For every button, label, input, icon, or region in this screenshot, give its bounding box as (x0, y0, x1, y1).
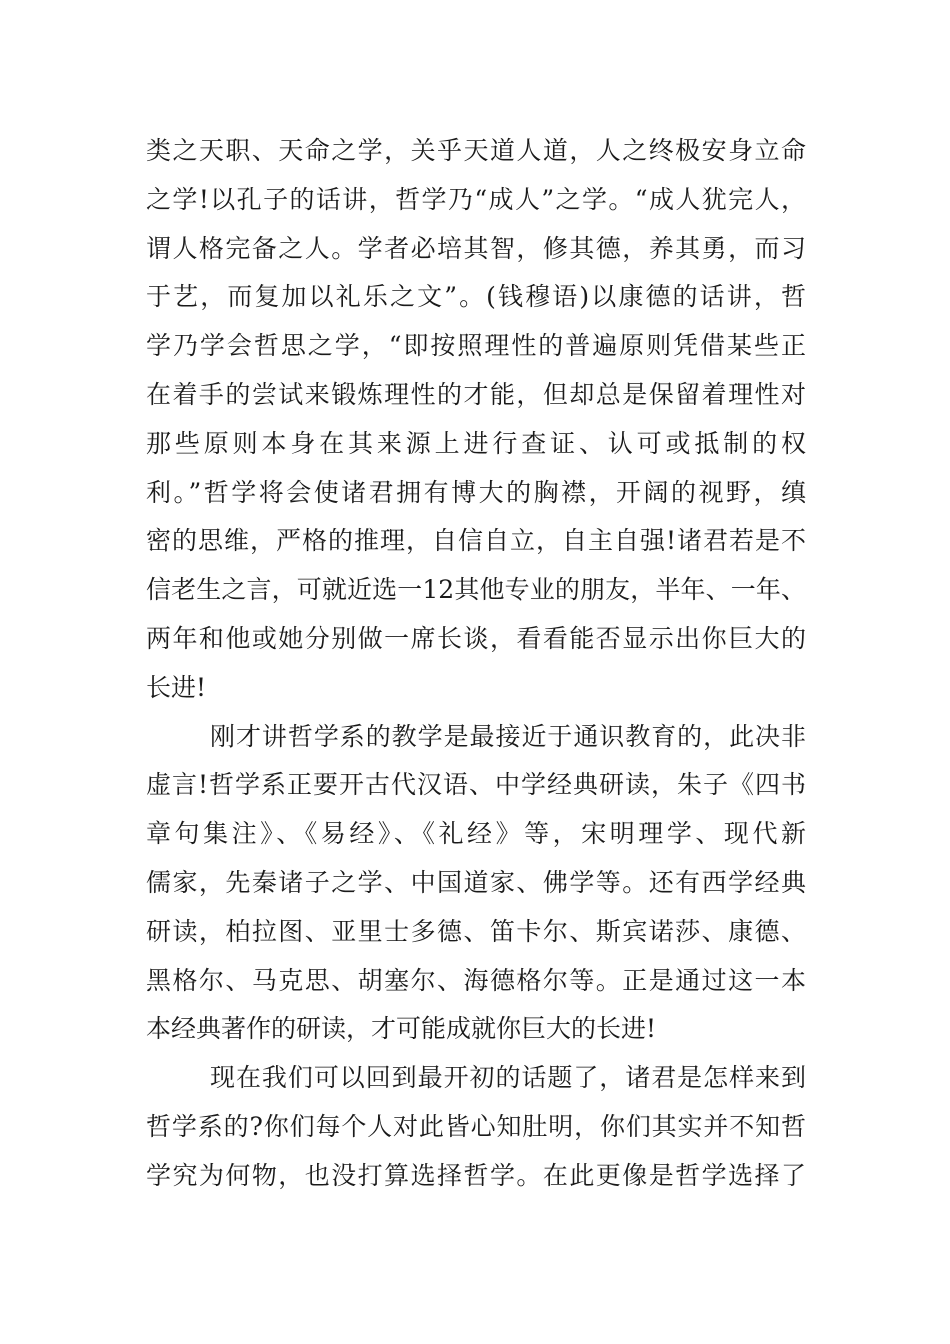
text-line: 哲学系的?你们每个人对此皆心知肚明，你们其实并不知哲 (146, 1111, 806, 1141)
paragraph-first-line: 现在我们可以回到最开初的话题了，诸君是怎样来到 (210, 1063, 806, 1093)
text-line: 本经典著作的研读，才可能成就你巨大的长进! (146, 1014, 657, 1044)
text-line: 两年和他或她分别做一席长谈，看看能否显示出你巨大的 (146, 623, 806, 653)
text-line: 学究为何物，也没打算选择哲学。在此更像是哲学选择了 (146, 1160, 806, 1190)
paragraph-first-line: 刚才讲哲学系的教学是最接近于通识教育的，此决非 (210, 721, 806, 751)
text-line: 儒家，先秦诸子之学、中国道家、佛学等。还有西学经典 (146, 867, 806, 897)
text-line: 研读，柏拉图、亚里士多德、笛卡尔、斯宾诺莎、康德、 (146, 916, 806, 946)
text-line: 黑格尔、马克思、胡塞尔、海德格尔等。正是通过这一本 (146, 965, 806, 995)
text-line: 利。”哲学将会使诸君拥有博大的胸襟，开阔的视野，缜 (146, 477, 806, 507)
text-line: 于艺，而复加以礼乐之文”。(钱穆语)以康德的话讲，哲 (146, 282, 806, 312)
text-line: 虚言!哲学系正要开古代汉语、中学经典研读，朱子《四书 (146, 770, 806, 800)
text-line: 在着手的尝试来锻炼理性的才能，但却总是保留着理性对 (146, 379, 806, 409)
text-line: 信老生之言，可就近选一12其他专业的朋友，半年、一年、 (146, 575, 806, 605)
text-line: 那些原则本身在其来源上进行查证、认可或抵制的权 (146, 428, 806, 458)
text-line: 类之天职、天命之学，关乎天道人道，人之终极安身立命 (146, 136, 806, 165)
text-line: 学乃学会哲思之学，“即按照理性的普遍原则凭借某些正 (146, 331, 806, 361)
body-text (146, 127, 806, 1201)
text-line: 之学!以孔子的话讲，哲学乃“成人”之学。“成人犹完人， (146, 184, 806, 214)
text-line: 密的思维，严格的推理，自信自立，自主自强!诸君若是不 (146, 526, 806, 556)
text-line: 谓人格完备之人。学者必培其智，修其德，养其勇，而习 (146, 233, 806, 263)
text-line: 章句集注》、《易经》、《礼经》等，宋明理学、现代新 (146, 819, 806, 849)
text-line: 长进! (146, 672, 207, 702)
